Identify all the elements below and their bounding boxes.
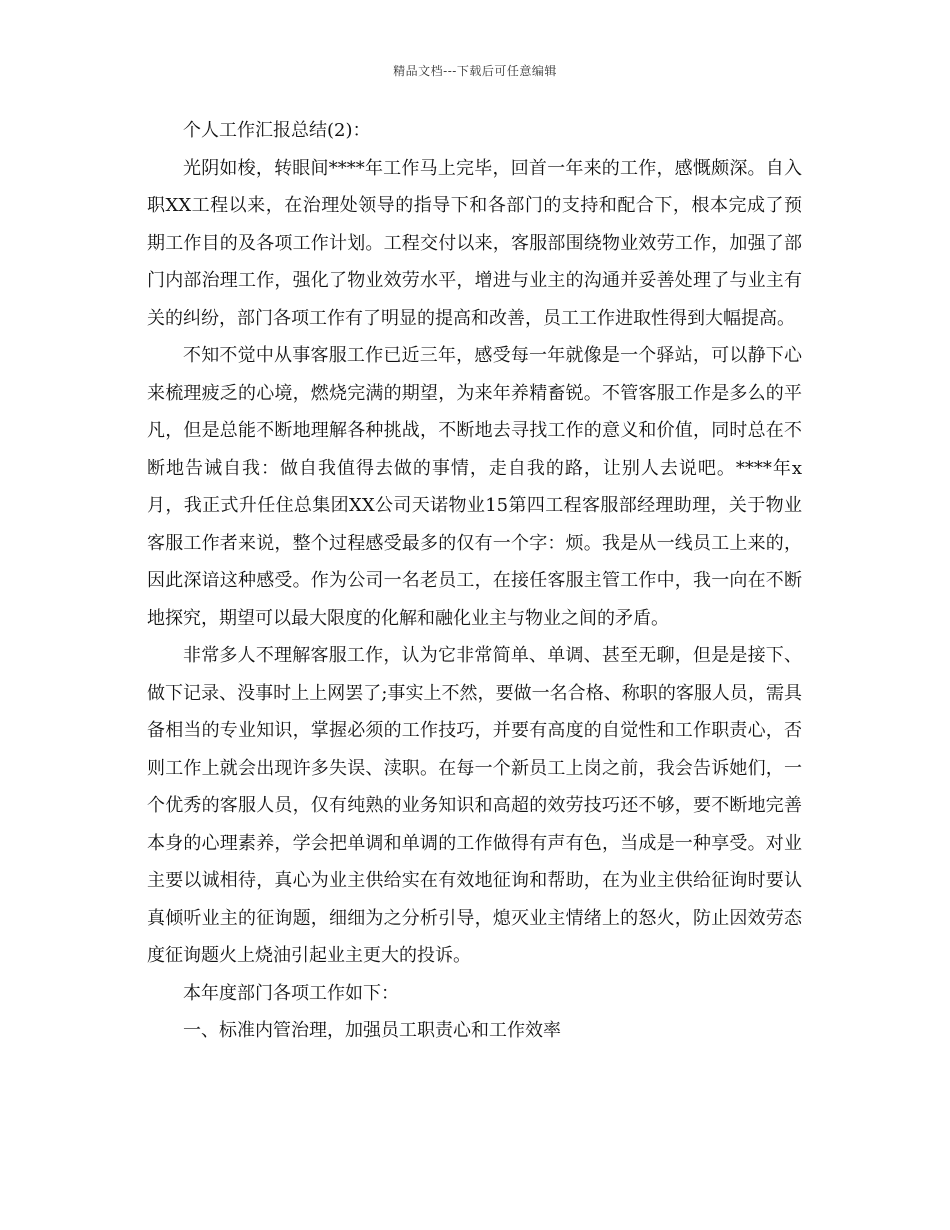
page-header: 精品文档---下载后可任意编辑 [393,64,557,78]
paragraph-experience: 不知不觉中从事客服工作已近三年，感受每一年就像是一个驿站，可以静下心来梳理疲乏的心境，燃烧完满的期望，为来年养精畜锐。不管客服工作是多么的平凡，但是总能不断地理解各种挑战，不断地去寻找工作的意义和价值，同时总在不断地告诫自我：做自我值得去做的事情，走自我的路，让别人去说吧。****年x月，我正式升任住总集团XX公司天诺物业15第四工程客服部经理助理，关于物业客服工作者来说，整个过程感受最多的仅有一个字：烦。我是从一线员工上来的，因此深谙这种感受。作为公司一名老员工，在接任客服主管工作中，我一向在不断地探究，期望可以最大限度的化解和融化业主与物业之间的矛盾。 [147,345,802,629]
paragraph-work-list-intro: 本年度部门各项工作如下： [183,982,399,1004]
paragraph-service-quality: 非常多人不理解客服工作，认为它非常简单、单调、甚至无聊，但是是接下、做下记录、没事时上上网罢了;事实上不然，要做一名合格、称职的客服人员，需具备相当的专业知识，掌握必须的工作技巧，并要有高度的自觉性和工作职责心，否则工作上就会出现许多失误、渎职。在每一个新员工上岗之前，我会告诉她们，一个优秀的客服人员，仅有纯熟的业务知识和高超的效劳技巧还不够，要不断地完善本身的心理素养，学会把单调和单调的工作做得有声有色，当成是一种享受。对业主要以诚相待，真心为业主供给实在有效地征询和帮助，在为业主供给征询时要认真倾听业主的征询题，细细为之分析引导，熄灭业主情绪上的怒火，防止因效劳态度征询题火上烧油引起业主更大的投诉。 [147,645,802,966]
document-title: 个人工作汇报总结(2)： [183,120,371,141]
section-heading-1: 一、标准内管治理，加强员工职责心和工作效率 [183,1020,561,1041]
document-body [147,112,802,1050]
paragraph-intro: 光阴如梭，转眼间****年工作马上完毕，回首一年来的工作，感慨颇深。自入职XX工程以来，在治理处领导的指导下和各部门的支持和配合下，根本完成了预期工作目的及各项工作计划。工程交付以来，客服部围绕物业效劳工作，加强了部门内部治理工作，强化了物业效劳水平，增进与业主的沟通并妥善处理了与业主有关的纠纷，部门各项工作有了明显的提高和改善，员工工作进取性得到大幅提高。 [147,157,802,329]
